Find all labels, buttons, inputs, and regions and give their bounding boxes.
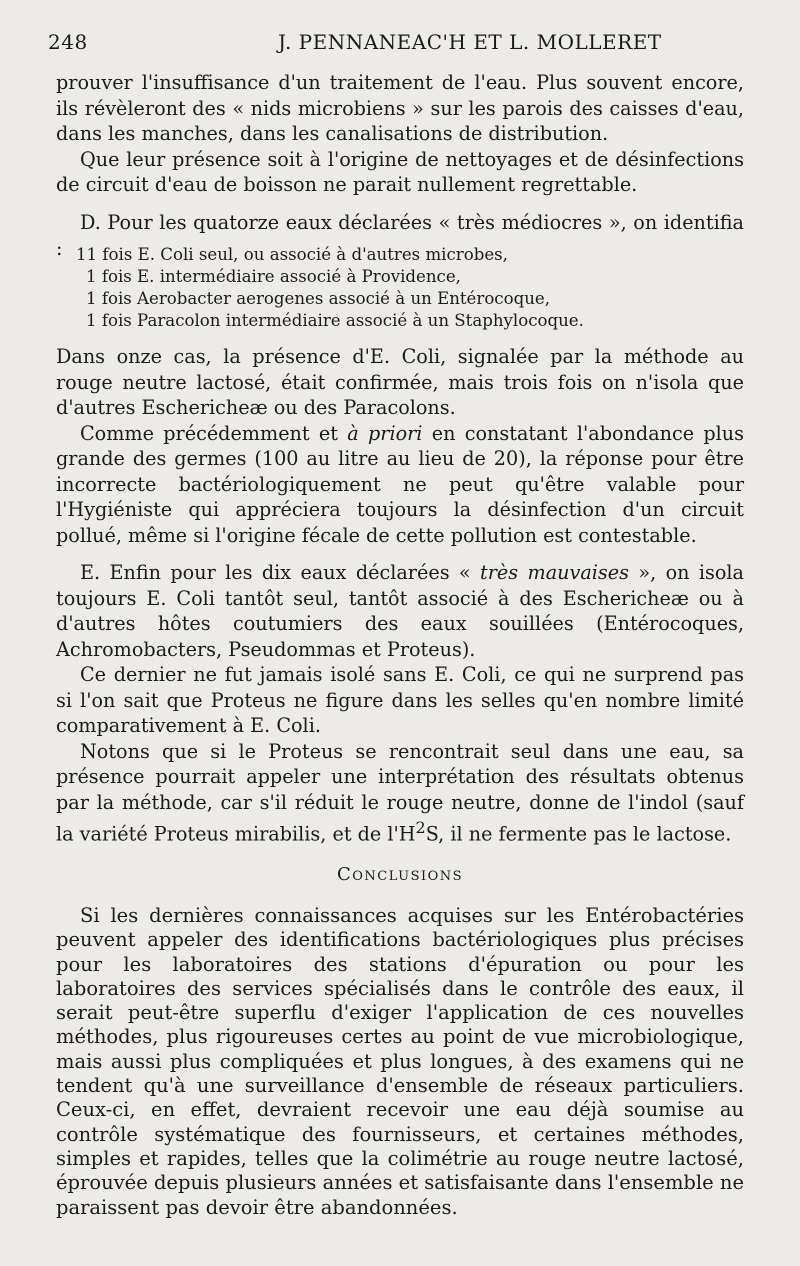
paragraph: prouver l'insuffisance d'un traitement de l'eau. Plus souvent encore, ils révèleront des « nids microbiens » sur les parois des caisses d'eau, dans les manches, dans les canalisations de distribution. xyxy=(56,71,744,145)
section-d-body xyxy=(56,344,744,548)
list-item: 1 fois Paracolon intermédiaire associé à un Staphylocoque. xyxy=(86,311,584,330)
running-title: J. PENNANEAC'H ET L. MOLLERET xyxy=(278,30,662,54)
superscript: 2 xyxy=(415,818,426,837)
conclusions-body xyxy=(56,904,744,1220)
italic-phrase: très mauvaises xyxy=(480,561,629,584)
paragraph: E. Enfin pour les dix eaux déclarées « très mauvaises », on isola toujours E. Coli tantôt seul, tantôt associé à des Escherichеæ ou à d'autres hôtes coutumiers des eaux souillées (Entérocoques, Achromobacters, Pseudommas et Proteus). xyxy=(56,561,744,661)
paragraph: Si les dernières connaissances acquises sur les Entérobactéries peuvent appeler des identifications bactériologiques plus précises pour les laboratoires des stations d'épuration ou pour les laboratoires des services spécialisés dans le contrôle des eaux, il serait peut-être superflu d'exiger l'application de ces nouvelles méthodes, plus rigoureuses certes au point de vue microbiologique, mais aussi plus compliquées et plus longues, à des examens qui ne tendent qu'à une surveillance d'ensemble de réseaux particuliers. Ceux-ci, en effet, devraient recevoir une eau déjà soumise au contrôle systématique des fournisseurs, et certaines méthodes, simples et rapides, telles que la colimétrie au rouge neutre lactosé, éprouvée depuis plusieurs années et satisfaisante dans l'ensemble ne paraissent pas devoir être abandonnées. xyxy=(56,904,744,1219)
paragraph: Ce dernier ne fut jamais isolé sans E. Coli, ce qui ne surprend pas si l'on sait que Proteus ne figure dans les selles qu'en nombre limité comparativement à E. Coli. xyxy=(56,663,744,737)
identification-list xyxy=(76,244,736,332)
list-item: 11 fois E. Coli seul, ou associé à d'autres microbes, xyxy=(76,245,508,264)
page-number: 248 xyxy=(48,30,88,54)
section-heading: Conclusions xyxy=(336,864,464,885)
opening-paragraphs xyxy=(56,70,744,198)
paragraph: Dans onze cas, la présence d'E. Coli, signalée par la méthode au rouge neutre lactosé, était confirmée, mais trois fois on n'isola que d'autres Escherichеæ ou des Paracolons. xyxy=(56,345,744,419)
paragraph: Notons que si le Proteus se rencontrait seul dans une eau, sa présence pourrait appeler une interprétation des résultats obtenus par la méthode, car s'il réduit le rouge neutre, donne de l'indol (sauf la variété Proteus mirabilis, et de $l'H^2S$, il ne fermente pas le lactose. xyxy=(56,739,744,846)
italic-phrase: à priori xyxy=(347,421,423,445)
paragraph: Comme précédemment et à priori en constatant l'abondance plus grande des germes (100 au litre au lieu de 20), la réponse pour être incorrecte bactériologiquement ne peut qu'être valable pour l'Hygiéniste qui appréciera toujours la désinfection d'un circuit pollué, même si l'origine fécale de cette pollution est contestable. xyxy=(56,421,745,547)
list-item: 1 fois E. intermédiaire associé à Providence, xyxy=(86,267,461,286)
section-e xyxy=(56,560,744,847)
list-item: 1 fois Aerobacter aerogenes associé à un Entérocoque, xyxy=(86,289,550,308)
section-d-intro-text: D. Pour les quatorze eaux déclarées « très médiocres », on identifia : xyxy=(56,211,744,260)
paragraph: Que leur présence soit à l'origine de nettoyages et de désinfections de circuit d'eau de boisson ne parait nullement regrettable. xyxy=(56,147,744,196)
